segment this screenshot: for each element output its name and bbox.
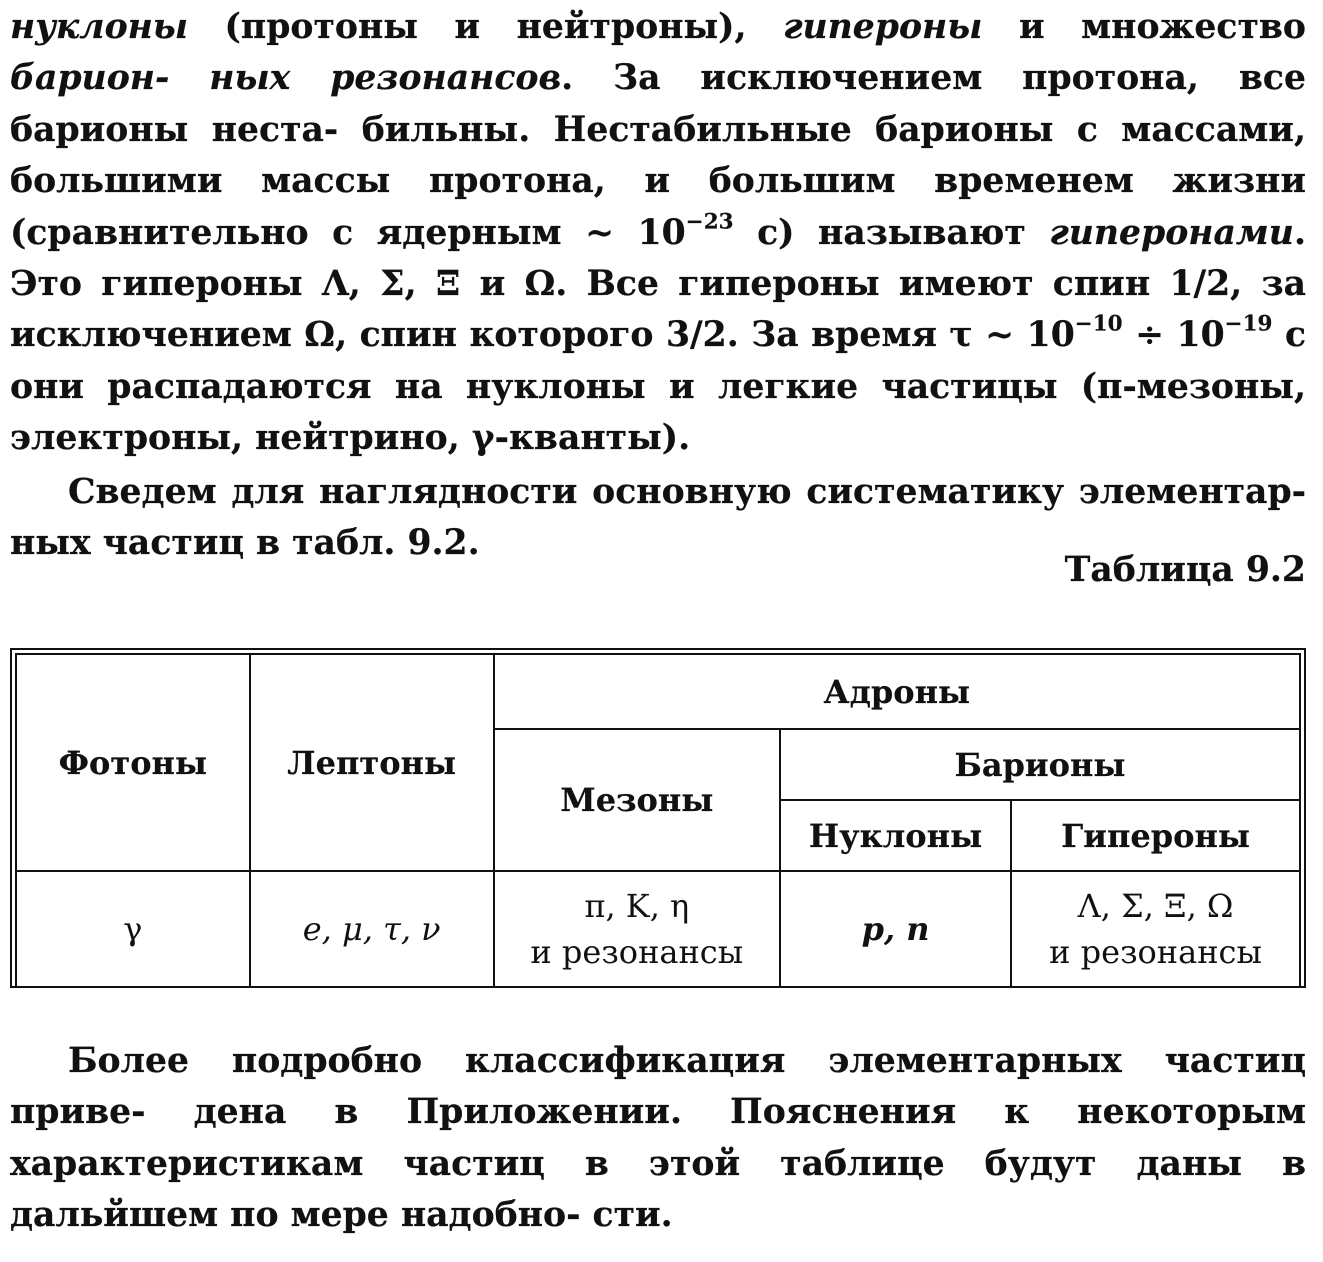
header-baryons: Барионы — [780, 729, 1300, 800]
header-mesons: Мезоны — [494, 729, 780, 871]
value-hyperons — [1011, 871, 1300, 987]
header-nucleons: Нуклоны — [780, 800, 1011, 871]
term-hyperons-def: гиперонами — [1049, 212, 1294, 253]
particles-table — [10, 648, 1306, 988]
paragraph-baryons: нуклоны (протоны и нейтроны), гипероны и множество барион- ных резонансов. За исключением протона, все барионы неста- бильны. Нестабильные барионы с массами, большими массы протона, и большим временем жизни (сравнительно с ядерным ~ $10^{-23}$ с) называют гиперонами. Это гипероны Λ, Σ, Ξ и Ω. Все гипероны имеют спин 1/2, за исключением Ω, спин которого 3/2. За время τ ~ $10^{-10} \div 10^{-19}$ с они распадаются на нуклоны и легкие частицы (π-мезоны, электроны, нейтрино, γ-кванты). — [10, 7, 1307, 459]
value-mesons-list: π, K, η — [584, 887, 690, 925]
term-nucleons: нуклоны — [10, 7, 189, 47]
term-hyperons: гипероны — [783, 7, 983, 47]
value-mesons-resonances: и резонансы — [530, 933, 744, 971]
paragraph-systematics: Сведем для наглядности основную систематику элементар- ных частиц в табл. 9.2. — [10, 471, 1306, 564]
value-photons: γ — [16, 871, 250, 987]
value-leptons: e, μ, τ, ν — [250, 871, 494, 987]
value-nucleons: p, n — [780, 871, 1011, 987]
header-leptons: Лептоны — [250, 654, 494, 871]
header-hadrons: Адроны — [494, 654, 1300, 729]
header-photons: Фотоны — [16, 654, 250, 871]
particles-table-grid — [15, 653, 1301, 988]
paragraph-appendix: Более подробно классификация элементарных частиц приве- дена в Приложении. Пояснения к некоторым характеристикам частиц в этой таблице будут даны в дальйшем по мере надобно- сти. — [10, 1041, 1306, 1236]
header-hyperons: Гипероны — [1011, 800, 1300, 871]
table-caption: Таблица 9.2 — [1064, 550, 1306, 590]
term-baryon-resonances: барион- — [10, 58, 170, 99]
value-mesons — [494, 871, 780, 987]
value-hyperons-list: Λ, Σ, Ξ, Ω — [1077, 887, 1234, 925]
page — [10, 0, 1307, 1236]
value-hyperons-resonances: и резонансы — [1049, 933, 1262, 971]
